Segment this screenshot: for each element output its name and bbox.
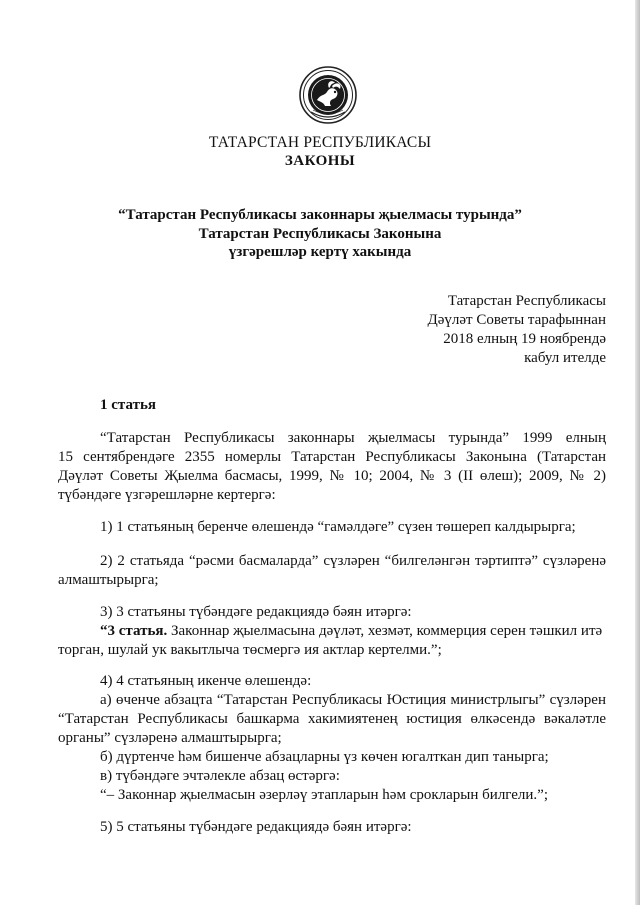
law-title-line-1: “Татарстан Республикасы законнары җыелмасы турында” [118,207,522,223]
item-1: 1) 1 статьяның беренче өлешендә “гамәлдәге” сүзен төшереп калдырырга; [100,519,576,535]
item-4a-line: а) өченче абзацта “Татарстан Республикасы Юстиция министрлыгы” сүзләрен [100,692,606,708]
adoption-block [346,292,606,368]
item-4c-quote: “– Законнар җыелмасын әзерләү этапларын һәм срокларын билгели.”; [100,787,549,803]
item-4c: в) түбәндәге эчтәлекле абзац өстәргә: [100,768,340,784]
item-3-bold-heading: “3 статья. [100,623,168,639]
header-republic: ТАТАРСТАН РЕСПУБЛИКАСЫ [208,134,432,151]
intro-line: “Татарстан Республикасы законнары җыелмасы турында” 1999 елның [100,430,606,446]
adoption-line: кабул ителде [524,350,606,366]
law-title-line-2: Татарстан Республикасы Законына [198,226,442,242]
item-5: 5) 5 статьяны түбәндәге редакциядә бәян итәргә: [100,819,412,835]
intro-line: түбәндәге үзгәрешләрне кертергә: [58,487,276,503]
item-3-quote-line [100,623,602,640]
adoption-line: Дәүләт Советы тарафыннан [427,312,606,328]
adoption-line: 2018 елның 19 ноябрендә [443,331,606,347]
item-2-line: 2) 2 статьяда “рәсми басмаларда” сүзләрен “билгеләнгән тәртиптә” сүзләренә [100,553,606,569]
article-1-title: 1 статья [100,397,156,413]
item-4: 4) 4 статьяның икенче өлешендә: [100,673,312,689]
item-4b: б) дүртенче һәм бишенче абзацларны үз көчен югалткан дип танырга; [100,749,549,765]
intro-line: 15 сентябрендәге 2355 номерлы Татарстан Республикасы Законына (Татарстан [58,449,606,465]
item-2-line: алмаштырырга; [58,572,159,588]
header-law: ЗАКОНЫ [284,153,356,169]
item-4a-line: “Татарстан Республикасы башкарма хакимиятенең юстиция өлкәсендә вәкаләтле [58,711,606,727]
item-4a-line: органы” сүзләренә алмаштырырга; [58,730,282,746]
item-3: 3) 3 статьяны түбәндәге редакциядә бәян итәргә: [100,604,412,620]
adoption-line: Татарстан Республикасы [447,293,606,309]
item-3-quote-text: Законнар җыелмасына дәүләт, хезмәт, коммерция серен тәшкил итә [167,623,603,639]
intro-line: Дәүләт Советы Җыелма басмасы, 1999, № 10; 2004, № 3 (II өлеш); 2009, № 2) [58,468,606,484]
law-title-line-3: үзгәрешләр кертү хакында [228,244,412,260]
coat-of-arms-icon [299,66,357,124]
item-3-quote-line: торган, шулай ук вакытлыча төсмергә ия актлар кертелми.”; [58,642,442,658]
